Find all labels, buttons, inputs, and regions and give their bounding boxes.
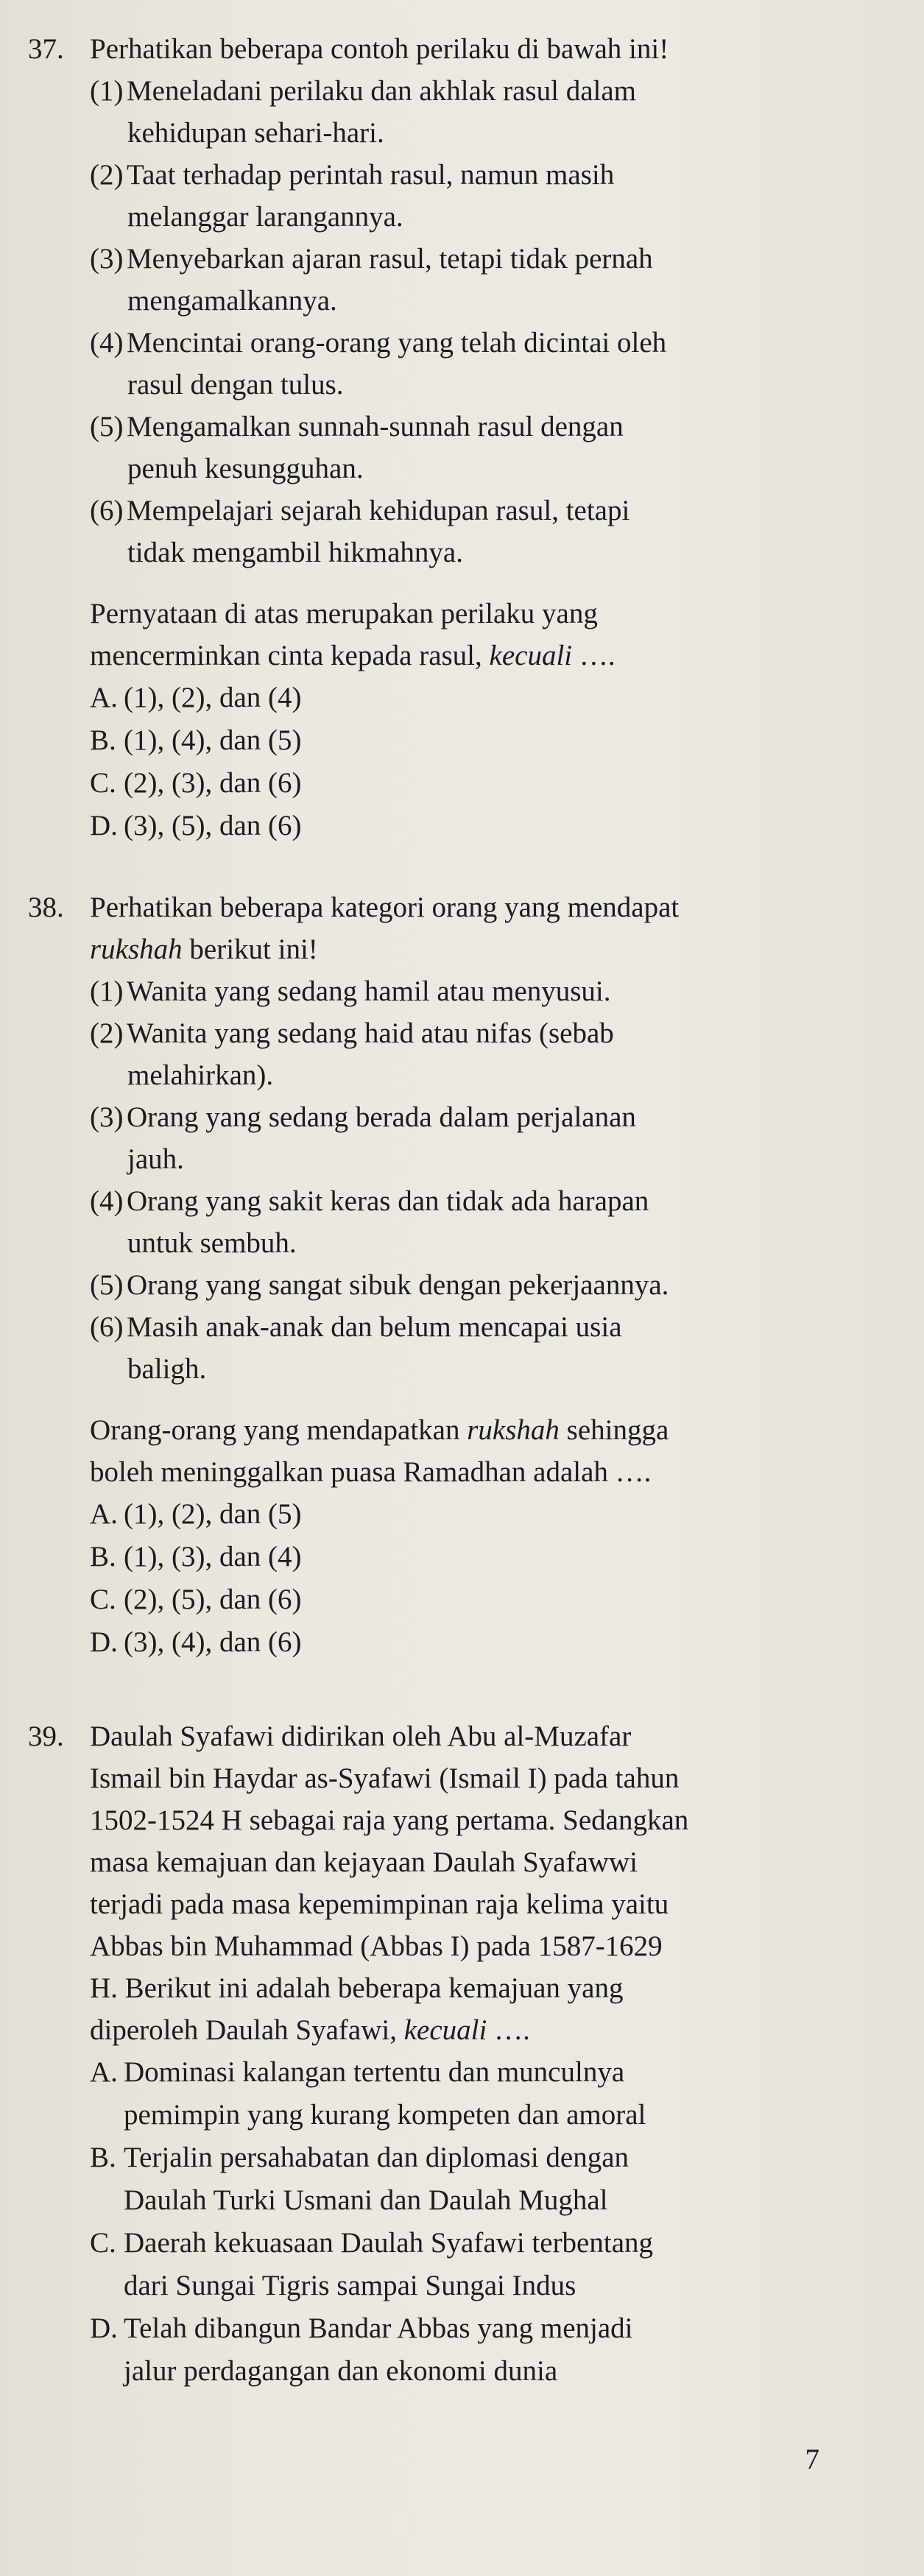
answer-option-c[interactable]: C. Daerah kekuasaan Daulah Syafawi terbentang [90, 2227, 654, 2259]
answer-option-a[interactable]: A. (1), (2), dan (5) [90, 1498, 302, 1530]
question-text: diperoleh Daulah Syafawi, kecuali …. [90, 2014, 530, 2046]
list-item-cont: melanggar larangannya. [127, 201, 403, 233]
question-stem: boleh meninggalkan puasa Ramadhan adalah …. [90, 1456, 652, 1488]
question-text: 39. Daulah Syafawi didirikan oleh Abu al-Muzafar [28, 1715, 882, 1757]
question-37 [28, 28, 882, 847]
question-intro: 37. Perhatikan beberapa contoh perilaku di bawah ini! [28, 28, 882, 70]
answer-option-b[interactable]: B. Terjalin persahabatan dan diplomasi dengan [90, 2142, 629, 2173]
question-stem: Pernyataan di atas merupakan perilaku yang [90, 598, 598, 629]
answer-option-d[interactable]: D. (3), (5), dan (6) [90, 810, 302, 841]
list-item: (5) Orang yang sangat sibuk dengan pekerjaannya. [90, 1269, 669, 1301]
answer-option-d-cont: jalur perdagangan dan ekonomi dunia [124, 2355, 558, 2387]
question-text: terjadi pada masa kepemimpinan raja kelima yaitu [90, 1888, 669, 1920]
question-text: Abbas bin Muhammad (Abbas I) pada 1587-1629 [90, 1930, 663, 1962]
list-item-cont: tidak mengambil hikmahnya. [127, 537, 463, 568]
question-number: 39. [28, 1721, 64, 1752]
list-item: (3) Orang yang sedang berada dalam perjalanan [90, 1101, 636, 1133]
question-intro: 38. Perhatikan beberapa kategori orang yang mendapat [28, 886, 882, 928]
answer-option-a[interactable]: A. (1), (2), dan (4) [90, 682, 302, 713]
question-text: H. Berikut ini adalah beberapa kemajuan yang [90, 1972, 624, 2004]
question-intro-cont: rukshah berikut ini! [90, 934, 318, 965]
answer-option-a[interactable]: A. Dominasi kalangan tertentu dan munculnya [90, 2056, 625, 2088]
answer-option-c[interactable]: C. (2), (5), dan (6) [90, 1584, 302, 1615]
list-item-cont: jauh. [127, 1143, 184, 1175]
answer-option-c-cont: dari Sungai Tigris sampai Sungai Indus [124, 2270, 576, 2301]
list-item-cont: baligh. [127, 1353, 207, 1385]
list-item: (2) Taat terhadap perintah rasul, namun masih [90, 159, 615, 191]
answer-option-d[interactable]: D. (3), (4), dan (6) [90, 1626, 302, 1658]
list-item: (5) Mengamalkan sunnah-sunnah rasul dengan [90, 411, 624, 442]
list-item-cont: kehidupan sehari-hari. [127, 117, 384, 149]
question-number: 38. [28, 892, 64, 923]
page-number: 7 [805, 2443, 819, 2475]
question-stem: Orang-orang yang mendapatkan rukshah sehingga [90, 1414, 669, 1446]
question-stem: mencerminkan cinta kepada rasul, kecuali …. [90, 640, 616, 671]
answer-option-b-cont: Daulah Turki Usmani dan Daulah Mughal [124, 2184, 608, 2216]
answer-option-d[interactable]: D. Telah dibangun Bandar Abbas yang menjadi [90, 2312, 633, 2344]
list-item-cont: untuk sembuh. [127, 1227, 297, 1259]
list-item: (6) Mempelajari sejarah kehidupan rasul, tetapi [90, 495, 630, 526]
list-item-cont: penuh kesungguhan. [127, 453, 364, 484]
answer-option-b[interactable]: B. (1), (4), dan (5) [90, 724, 302, 756]
list-item: (1) Wanita yang sedang hamil atau menyusui. [90, 975, 611, 1007]
answer-option-a-cont: pemimpin yang kurang kompeten dan amoral [124, 2099, 646, 2131]
list-item: (2) Wanita yang sedang haid atau nifas (sebab [90, 1017, 614, 1049]
list-item-cont: rasul dengan tulus. [127, 369, 344, 400]
answer-option-b[interactable]: B. (1), (3), dan (4) [90, 1541, 302, 1573]
list-item: (4) Mencintai orang-orang yang telah dicintai oleh [90, 327, 667, 359]
list-item-cont: mengamalkannya. [127, 285, 337, 317]
list-item: (6) Masih anak-anak dan belum mencapai usia [90, 1311, 622, 1343]
question-38 [28, 886, 882, 1664]
question-text: Ismail bin Haydar as-Syafawi (Ismail I) pada tahun [90, 1762, 680, 1794]
question-number: 37. [28, 33, 64, 65]
question-text: 1502-1524 H sebagai raja yang pertama. Sedangkan [90, 1804, 689, 1836]
question-text: masa kemajuan dan kejayaan Daulah Syafawwi [90, 1846, 638, 1878]
list-item-cont: melahirkan). [127, 1059, 274, 1091]
answer-option-c[interactable]: C. (2), (3), dan (6) [90, 767, 302, 799]
list-item: (4) Orang yang sakit keras dan tidak ada harapan [90, 1185, 649, 1217]
list-item: (3) Menyebarkan ajaran rasul, tetapi tidak pernah [90, 243, 653, 275]
list-item: (1) Meneladani perilaku dan akhlak rasul dalam [90, 75, 636, 107]
question-39 [28, 1715, 882, 2393]
